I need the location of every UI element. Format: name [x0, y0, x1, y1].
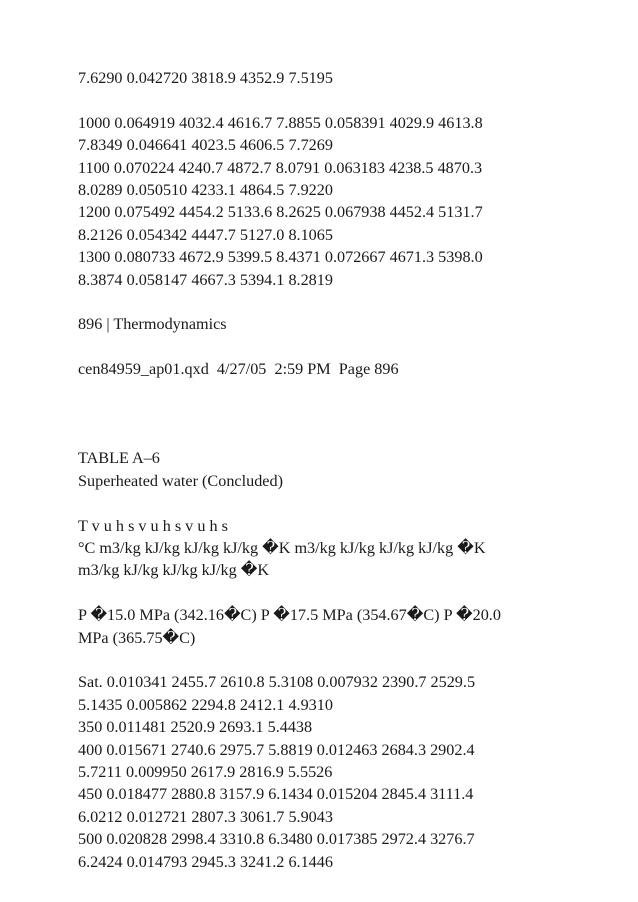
spacer: [78, 89, 618, 111]
data-line: 8.3874 0.058147 4667.3 5394.1 8.2819: [78, 270, 333, 289]
data-line: 7.8349 0.046641 4023.5 4606.5 7.7269: [78, 136, 333, 155]
table-id: TABLE A–6: [78, 449, 160, 468]
spacer: [78, 492, 618, 514]
data-line: 400 0.015671 2740.6 2975.7 5.8819 0.012463 2684.3 2902.4: [78, 740, 475, 759]
spacer: [78, 582, 618, 604]
data-line: 5.7211 0.009950 2617.9 2816.9 5.5526: [78, 762, 333, 781]
data-line: 1000 0.064919 4032.4 4616.7 7.8855 0.058391 4029.9 4613.8: [78, 113, 483, 132]
data-line: 450 0.018477 2880.8 3157.9 6.1434 0.015204 2845.4 3111.4: [78, 785, 474, 804]
data-line: 1100 0.070224 4240.7 4872.7 8.0791 0.063183 4238.5 4870.3: [78, 158, 483, 177]
pressure-line: P �15.0 MPa (342.16�C) P �17.5 MPa (354.67�C) P �20.0: [78, 606, 501, 625]
data-line: 7.6290 0.042720 3818.9 4352.9 7.5195: [78, 69, 333, 87]
table-title: Superheated water (Concluded): [78, 471, 283, 490]
data-line: 6.0212 0.012721 2807.3 3061.7 5.9043: [78, 807, 333, 826]
data-line: 350 0.011481 2520.9 2693.1 5.4438: [78, 718, 313, 737]
pressure-line: MPa (365.75�C): [78, 628, 196, 647]
spacer: [78, 291, 618, 313]
units-header-line: °C m3/kg kJ/kg kJ/kg kJ/kg �K m3/kg kJ/kg kJ/kg kJ/kg �K: [78, 539, 486, 558]
data-line: 500 0.020828 2998.4 3310.8 6.3480 0.017385 2972.4 3276.7: [78, 830, 475, 849]
data-line: 8.0289 0.050510 4233.1 4864.5 7.9220: [78, 180, 333, 199]
data-line: 1200 0.075492 4454.2 5133.6 8.2625 0.067938 4452.4 5131.7: [78, 203, 483, 222]
spacer: [78, 649, 618, 671]
data-line: 5.1435 0.005862 2294.8 2412.1 4.9310: [78, 695, 333, 714]
column-header-line: T v u h s v u h s v u h s: [78, 516, 228, 535]
spacer: [78, 336, 618, 358]
spacer: [78, 380, 618, 447]
file-reference: cen84959_ap01.qxd 4/27/05 2:59 PM Page 896: [78, 360, 399, 379]
data-line: 8.2126 0.054342 4447.7 5127.0 8.1065: [78, 225, 333, 244]
page-reference: 896 | Thermodynamics: [78, 315, 227, 334]
data-line: 1300 0.080733 4672.9 5399.5 8.4371 0.072667 4671.3 5398.0: [78, 248, 483, 267]
data-line: Sat. 0.010341 2455.7 2610.8 5.3108 0.007932 2390.7 2529.5: [78, 673, 476, 692]
document-page: [78, 67, 618, 873]
units-header-line: m3/kg kJ/kg kJ/kg kJ/kg �K: [78, 561, 270, 580]
data-line: 6.2424 0.014793 2945.3 3241.2 6.1446: [78, 852, 333, 871]
